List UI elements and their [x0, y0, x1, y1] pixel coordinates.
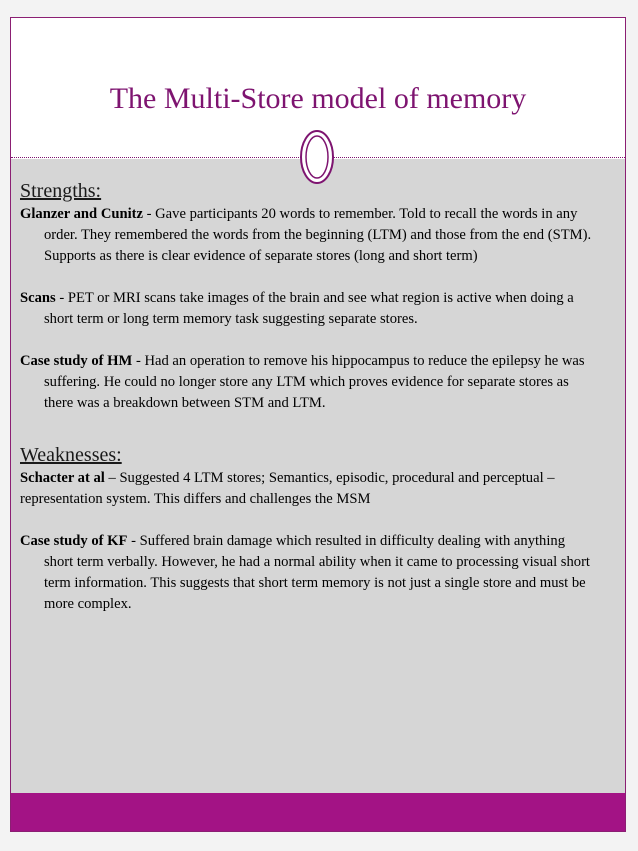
- strength-item-hm: [20, 351, 592, 414]
- strengths-heading: Strengths:: [20, 180, 102, 202]
- strength-item-glanzer: [20, 204, 592, 267]
- item-name: Glanzer and Cunitz: [20, 206, 143, 222]
- item-text: - Suffered brain damage which resulted in difficulty dealing with anything short term verbally. However, he had a normal ability when it came to processing visual short term information. This suggests that short term memory is not just a single store and must be more complex.: [44, 533, 590, 612]
- item-name: Scans: [20, 290, 56, 306]
- slide-title: The Multi-Store model of memory: [109, 82, 527, 115]
- item-name: Case study of KF: [20, 533, 128, 549]
- item-text: – Suggested 4 LTM stores; Semantics, episodic, procedural and perceptual – representation system. This differs and challenges the MSM: [20, 470, 555, 507]
- strength-item-scans: [20, 288, 592, 330]
- weakness-item-schacter: [20, 468, 592, 510]
- slide-body: [20, 181, 592, 615]
- weakness-item-kf: [20, 531, 592, 615]
- item-text: - Had an operation to remove his hippocampus to reduce the epilepsy he was suffering. He could no longer store any LTM which proves evidence for separate stores as there was a breakdown between STM and LTM.: [44, 353, 585, 411]
- item-text: - Gave participants 20 words to remember. Told to recall the words in any order. They remembered the words from the beginning (LTM) and those from the end (STM). Supports as there is clear evidence of separate stores (long and short term): [44, 206, 592, 264]
- ring-ornament-icon: [298, 128, 336, 186]
- footer-bar: [11, 793, 625, 831]
- item-name: Schacter at al: [20, 470, 105, 486]
- item-name: Case study of HM: [20, 353, 133, 369]
- item-text: - PET or MRI scans take images of the brain and see what region is active when doing a short term or long term memory task suggesting separate stores.: [44, 290, 574, 327]
- weaknesses-heading: Weaknesses:: [20, 444, 122, 466]
